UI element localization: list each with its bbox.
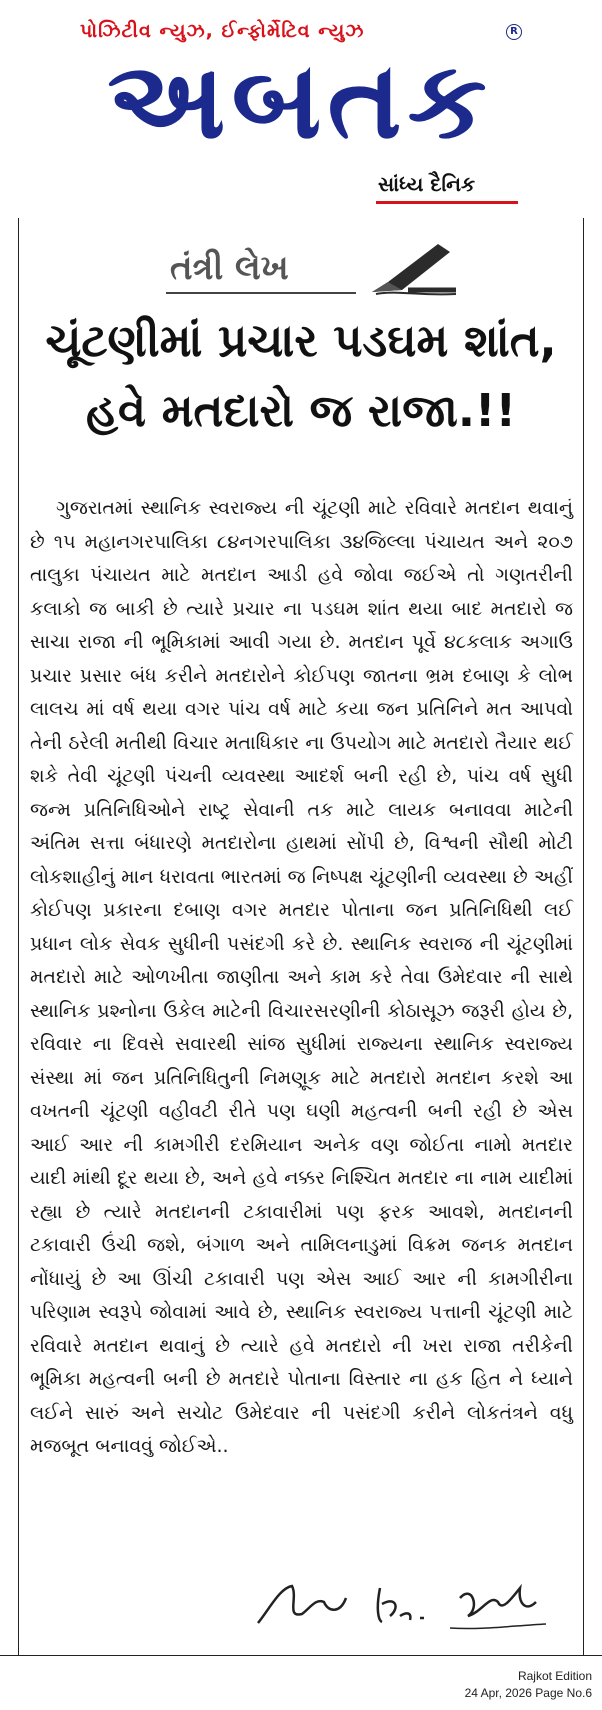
editorial-label: તંત્રી લેખ — [170, 248, 289, 288]
edition-date-page: 24 Apr, 2026 Page No.6 — [464, 1686, 592, 1700]
pen-icon — [368, 240, 458, 296]
editorial-headline — [24, 306, 578, 446]
page-border-left — [18, 218, 19, 1656]
edition-name: Rajkot Edition — [517, 1669, 592, 1683]
subtitle-underline — [376, 201, 518, 204]
headline-line-2: હવે મતદારો જ રાજા.!! — [86, 384, 516, 437]
signature-scribble-icon — [250, 1568, 550, 1638]
editorial-body: ગુજરાતમાં સ્થાનિક સ્વરાજ્ય ની ચૂંટણી માટે રવિવારે મતદાન થવાનું છે ૧૫ મહાનગરપાલિકા ૮૪નગરપાલિકા ૩૪જિલ્લા પંચાયત અને ૨૦૭ તાલુકા પંચાયત માટે મતદાન આડી હવે જોવા જઈએ તો ગણતરીની કલાકો જ બાકી છે ત્યારે પ્રચાર ના પડઘમ શાંત થયા બાદ મતદારો જ સાચા રાજા ની ભૂમિકામાં આવી ગયા છે. મતદાન પૂર્વે ૪૮કલાક અગાઉ પ્રચાર પ્રસાર બંધ કરીને મતદારોને કોઈપણ જાતના ભ્રમ દબાણ કે લોભ લાલચ માં વર્ષ થયા વગર પાંચ વર્ષ માટે કયા જન પ્રતિનિને મત આપવો તેની ઠરેલી મતીથી વિચાર મતાધિકાર ના ઉપયોગ માટે મતદારો તૈયાર થઈ શકે તેવી ચૂંટણી પંચની વ્યવસ્થા આદર્શ બની રહી છે, પાંચ વર્ષ સુધી જન્મ પ્રતિનિધિઓને રાષ્ટ્ર સેવાની તક માટે લાયક બનાવવા માટેની અંતિમ સત્તા બંધારણે મતદારોના હાથમાં સોંપી છે, વિશ્વની સૌથી મોટી લોકશાહીનું માન ધરાવતા ભારતમાં જ નિષ્પક્ષ ચૂંટણીની વ્યવસ્થા છે અહીં કોઈપણ પ્રકારના દબાણ વગર મતદાર પોતાના જન પ્રતિનિધિથી લઈ પ્રધાન લોક સેવક સુધીની પસંદગી કરે છે. સ્થાનિક સ્વરાજ ની ચૂંટણીમાં મતદારો માટે ઓળખીતા જાણીતા અને કામ કરે તેવા ઉમેદવાર ની સાથે સ્થાનિક પ્રશ્નોના ઉકેલ માટેની વિચારસરણીની કોઠાસૂઝ જરૂરી હોય છે, રવિવાર ના દિવસે સવારથી સાંજ સુધીમાં રાજ્યના સ્થાનિક સ્વરાજ્ય સંસ્થા માં જન પ્રતિનિધિતુની નિમણૂક માટે મતદારો મતદાન કરશે આ વખતની ચૂંટણી વહીવટી રીતે પણ ઘણી મહત્વની બની રહી છે એસ આઈ આર ની કામગીરી દરમિયાન અનેક વણ જોઈતા નામો મતદાર યાદી માંથી દૂર થયા છે, અને હવે નક્કર નિશ્ચિત મતદાર ના નામ યાદીમાં રહ્યા છે ત્યારે મતદાનની ટકાવારીમાં પણ ફરક આવશે, મતદાનની ટકાવારી ઉંચી જશે, બંગાળ અને તામિલનાડુમાં વિક્રમ જનક મતદાન નોંધાયું છે આ ઊંચી ટકાવારી પણ એસ આઈ આર ની કામગીરીના પરિણામ સ્વરૂપે જોવામાં આવે છે, સ્થાનિક સ્વરાજ્ય પત્તાની ચૂંટણી માટે રવિવારે મતદાન થવાનું છે ત્યારે હવે મતદારો ની ખરા રાજા તરીકેની ભૂમિકા મહત્વની બની છે મતદારે પોતાના વિસ્તાર ના હક હિત ને ધ્યાને લઈને સારું અને સચોટ ઉમેદવાર ની પસંદગી કરીને લોકતંત્રને વધુ મજબૂત બનાવવું જોઈએ.. — [30, 497, 573, 1457]
page-border-bottom — [0, 1655, 602, 1656]
editorial-label-underline — [166, 292, 356, 294]
masthead-tagline: પોઝિટીવ ન્યુઝ, ઈન્ફોર્મેટિવ ન્યુઝ — [80, 20, 365, 42]
headline-line-1: ચૂંટણીમાં પ્રચાર પડઘમ શાંત, — [45, 314, 557, 367]
registered-trademark-icon: R — [506, 24, 522, 40]
newspaper-logo: અબતક — [107, 38, 493, 163]
edition-info — [465, 1668, 592, 1702]
masthead-subtitle: સાંધ્ય દૈનિક — [378, 172, 476, 196]
masthead — [0, 0, 602, 210]
page-border-right — [583, 218, 584, 1656]
editor-signature — [250, 1568, 550, 1642]
